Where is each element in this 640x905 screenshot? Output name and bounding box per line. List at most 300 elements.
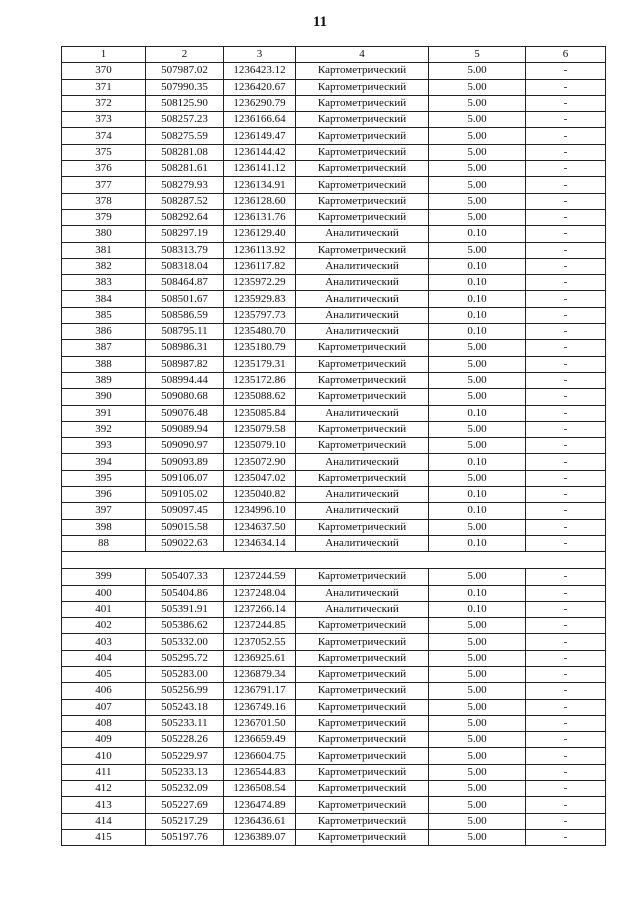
point-number-cell: 380: [62, 226, 146, 242]
note-cell: -: [526, 732, 606, 748]
y-coordinate-cell: 1237052.55: [224, 634, 296, 650]
x-coordinate-cell: 505283.00: [146, 666, 224, 682]
note-cell: -: [526, 307, 606, 323]
method-cell: Картометрический: [296, 781, 429, 797]
method-cell: Картометрический: [296, 748, 429, 764]
table-row: [62, 487, 606, 503]
y-coordinate-cell: 1235172.86: [224, 372, 296, 388]
method-cell: Аналитический: [296, 503, 429, 519]
note-cell: -: [526, 569, 606, 585]
point-number-cell: 376: [62, 161, 146, 177]
accuracy-cell: 5.00: [429, 666, 526, 682]
accuracy-cell: 0.10: [429, 258, 526, 274]
note-cell: -: [526, 372, 606, 388]
note-cell: -: [526, 144, 606, 160]
point-number-cell: 386: [62, 324, 146, 340]
accuracy-cell: 5.00: [429, 683, 526, 699]
method-cell: Картометрический: [296, 666, 429, 682]
x-coordinate-cell: 508125.90: [146, 95, 224, 111]
point-number-cell: 381: [62, 242, 146, 258]
point-number-cell: 378: [62, 193, 146, 209]
point-number-cell: 379: [62, 209, 146, 225]
table-row: [62, 389, 606, 405]
note-cell: -: [526, 764, 606, 780]
table-row: [62, 601, 606, 617]
note-cell: -: [526, 683, 606, 699]
note-cell: -: [526, 781, 606, 797]
table-row: [62, 405, 606, 421]
y-coordinate-cell: 1235047.02: [224, 470, 296, 486]
x-coordinate-cell: 508292.64: [146, 209, 224, 225]
y-coordinate-cell: 1235179.31: [224, 356, 296, 372]
accuracy-cell: 5.00: [429, 699, 526, 715]
accuracy-cell: 5.00: [429, 618, 526, 634]
point-number-cell: 403: [62, 634, 146, 650]
y-coordinate-cell: 1235972.29: [224, 275, 296, 291]
method-cell: Картометрический: [296, 177, 429, 193]
table-row: [62, 732, 606, 748]
method-cell: Картометрический: [296, 209, 429, 225]
x-coordinate-cell: 508297.19: [146, 226, 224, 242]
method-cell: Картометрический: [296, 95, 429, 111]
table-row: [62, 454, 606, 470]
x-coordinate-cell: 509076.48: [146, 405, 224, 421]
method-cell: Картометрический: [296, 242, 429, 258]
point-number-cell: 408: [62, 715, 146, 731]
y-coordinate-cell: 1235180.79: [224, 340, 296, 356]
table-row: [62, 470, 606, 486]
y-coordinate-cell: 1236604.75: [224, 748, 296, 764]
accuracy-cell: 0.10: [429, 601, 526, 617]
accuracy-cell: 0.10: [429, 585, 526, 601]
method-cell: Аналитический: [296, 601, 429, 617]
y-coordinate-cell: 1236290.79: [224, 95, 296, 111]
table-row: [62, 177, 606, 193]
accuracy-cell: 0.10: [429, 226, 526, 242]
y-coordinate-cell: 1235040.82: [224, 487, 296, 503]
point-number-cell: 384: [62, 291, 146, 307]
accuracy-cell: 0.10: [429, 275, 526, 291]
accuracy-cell: 5.00: [429, 144, 526, 160]
method-cell: Аналитический: [296, 324, 429, 340]
accuracy-cell: 5.00: [429, 193, 526, 209]
note-cell: -: [526, 699, 606, 715]
x-coordinate-cell: 509022.63: [146, 535, 224, 551]
column-header: 6: [526, 47, 606, 63]
note-cell: -: [526, 421, 606, 437]
y-coordinate-cell: 1236701.50: [224, 715, 296, 731]
accuracy-cell: 0.10: [429, 405, 526, 421]
table-row: [62, 683, 606, 699]
method-cell: Картометрический: [296, 79, 429, 95]
note-cell: -: [526, 79, 606, 95]
note-cell: -: [526, 112, 606, 128]
x-coordinate-cell: 508275.59: [146, 128, 224, 144]
method-cell: Аналитический: [296, 307, 429, 323]
y-coordinate-cell: 1236389.07: [224, 829, 296, 845]
point-number-cell: 409: [62, 732, 146, 748]
point-number-cell: 382: [62, 258, 146, 274]
method-cell: Картометрический: [296, 683, 429, 699]
method-cell: Картометрический: [296, 193, 429, 209]
accuracy-cell: 5.00: [429, 79, 526, 95]
y-coordinate-cell: 1235085.84: [224, 405, 296, 421]
method-cell: Картометрический: [296, 699, 429, 715]
point-number-cell: 391: [62, 405, 146, 421]
x-coordinate-cell: 508318.04: [146, 258, 224, 274]
y-coordinate-cell: 1236749.16: [224, 699, 296, 715]
x-coordinate-cell: 509089.94: [146, 421, 224, 437]
accuracy-cell: 0.10: [429, 503, 526, 519]
x-coordinate-cell: 508313.79: [146, 242, 224, 258]
point-number-cell: 388: [62, 356, 146, 372]
accuracy-cell: 5.00: [429, 569, 526, 585]
table-header-row: [62, 47, 606, 63]
note-cell: -: [526, 634, 606, 650]
note-cell: -: [526, 95, 606, 111]
point-number-cell: 383: [62, 275, 146, 291]
y-coordinate-cell: 1236436.61: [224, 813, 296, 829]
x-coordinate-cell: 508257.23: [146, 112, 224, 128]
note-cell: -: [526, 650, 606, 666]
table-row: [62, 356, 606, 372]
x-coordinate-cell: 508987.82: [146, 356, 224, 372]
x-coordinate-cell: 505386.62: [146, 618, 224, 634]
point-number-cell: 400: [62, 585, 146, 601]
accuracy-cell: 5.00: [429, 634, 526, 650]
y-coordinate-cell: 1236141.12: [224, 161, 296, 177]
x-coordinate-cell: 505391.91: [146, 601, 224, 617]
method-cell: Картометрический: [296, 144, 429, 160]
table-body: [62, 63, 606, 846]
note-cell: -: [526, 258, 606, 274]
note-cell: -: [526, 487, 606, 503]
table-row: [62, 324, 606, 340]
method-cell: Картометрический: [296, 829, 429, 845]
note-cell: -: [526, 63, 606, 79]
accuracy-cell: 5.00: [429, 63, 526, 79]
method-cell: Картометрический: [296, 618, 429, 634]
point-number-cell: 387: [62, 340, 146, 356]
point-number-cell: 377: [62, 177, 146, 193]
x-coordinate-cell: 505404.86: [146, 585, 224, 601]
y-coordinate-cell: 1236879.34: [224, 666, 296, 682]
y-coordinate-cell: 1235480.70: [224, 324, 296, 340]
point-number-cell: 373: [62, 112, 146, 128]
point-number-cell: 370: [62, 63, 146, 79]
table-row: [62, 340, 606, 356]
accuracy-cell: 5.00: [429, 112, 526, 128]
accuracy-cell: 5.00: [429, 372, 526, 388]
accuracy-cell: 5.00: [429, 781, 526, 797]
method-cell: Картометрический: [296, 63, 429, 79]
table-row: [62, 95, 606, 111]
method-cell: Картометрический: [296, 569, 429, 585]
point-number-cell: 392: [62, 421, 146, 437]
note-cell: -: [526, 715, 606, 731]
column-header: 4: [296, 47, 429, 63]
note-cell: -: [526, 585, 606, 601]
note-cell: -: [526, 209, 606, 225]
table-row: [62, 128, 606, 144]
y-coordinate-cell: 1235079.10: [224, 438, 296, 454]
point-number-cell: 405: [62, 666, 146, 682]
accuracy-cell: 5.00: [429, 829, 526, 845]
accuracy-cell: 5.00: [429, 128, 526, 144]
table-row: [62, 275, 606, 291]
note-cell: -: [526, 193, 606, 209]
table-row: [62, 258, 606, 274]
accuracy-cell: 5.00: [429, 748, 526, 764]
point-number-cell: 397: [62, 503, 146, 519]
x-coordinate-cell: 508795.11: [146, 324, 224, 340]
table-row: [62, 161, 606, 177]
table-row: [62, 112, 606, 128]
accuracy-cell: 5.00: [429, 177, 526, 193]
point-number-cell: 411: [62, 764, 146, 780]
table-row: [62, 650, 606, 666]
accuracy-cell: 5.00: [429, 813, 526, 829]
method-cell: Картометрический: [296, 715, 429, 731]
x-coordinate-cell: 509093.89: [146, 454, 224, 470]
method-cell: Аналитический: [296, 454, 429, 470]
note-cell: -: [526, 438, 606, 454]
point-number-cell: 393: [62, 438, 146, 454]
method-cell: Аналитический: [296, 226, 429, 242]
accuracy-cell: 0.10: [429, 324, 526, 340]
y-coordinate-cell: 1236117.82: [224, 258, 296, 274]
table-row: [62, 634, 606, 650]
note-cell: -: [526, 356, 606, 372]
method-cell: Картометрический: [296, 340, 429, 356]
point-number-cell: 375: [62, 144, 146, 160]
table-row: [62, 291, 606, 307]
method-cell: Аналитический: [296, 291, 429, 307]
note-cell: -: [526, 226, 606, 242]
note-cell: -: [526, 242, 606, 258]
y-coordinate-cell: 1236423.12: [224, 63, 296, 79]
accuracy-cell: 5.00: [429, 389, 526, 405]
y-coordinate-cell: 1235797.73: [224, 307, 296, 323]
accuracy-cell: 5.00: [429, 715, 526, 731]
note-cell: -: [526, 324, 606, 340]
table-row: [62, 503, 606, 519]
x-coordinate-cell: 505232.09: [146, 781, 224, 797]
x-coordinate-cell: 505295.72: [146, 650, 224, 666]
method-cell: Аналитический: [296, 585, 429, 601]
note-cell: -: [526, 454, 606, 470]
accuracy-cell: 5.00: [429, 650, 526, 666]
note-cell: -: [526, 275, 606, 291]
point-number-cell: 385: [62, 307, 146, 323]
point-number-cell: 412: [62, 781, 146, 797]
x-coordinate-cell: 509015.58: [146, 519, 224, 535]
accuracy-cell: 5.00: [429, 519, 526, 535]
column-header: 3: [224, 47, 296, 63]
x-coordinate-cell: 509105.02: [146, 487, 224, 503]
note-cell: -: [526, 601, 606, 617]
point-number-cell: 410: [62, 748, 146, 764]
accuracy-cell: 5.00: [429, 732, 526, 748]
x-coordinate-cell: 509090.97: [146, 438, 224, 454]
method-cell: Картометрический: [296, 732, 429, 748]
table-row: [62, 209, 606, 225]
accuracy-cell: 5.00: [429, 242, 526, 258]
x-coordinate-cell: 505217.29: [146, 813, 224, 829]
accuracy-cell: 5.00: [429, 438, 526, 454]
table-row: [62, 569, 606, 585]
accuracy-cell: 5.00: [429, 356, 526, 372]
table-row: [62, 372, 606, 388]
method-cell: Аналитический: [296, 487, 429, 503]
point-number-cell: 372: [62, 95, 146, 111]
x-coordinate-cell: 508279.93: [146, 177, 224, 193]
accuracy-cell: 5.00: [429, 95, 526, 111]
note-cell: -: [526, 405, 606, 421]
point-number-cell: 402: [62, 618, 146, 634]
table-row: [62, 764, 606, 780]
note-cell: -: [526, 618, 606, 634]
y-coordinate-cell: 1236131.76: [224, 209, 296, 225]
accuracy-cell: 0.10: [429, 487, 526, 503]
table-row: [62, 781, 606, 797]
accuracy-cell: 5.00: [429, 209, 526, 225]
x-coordinate-cell: 508287.52: [146, 193, 224, 209]
x-coordinate-cell: 505197.76: [146, 829, 224, 845]
note-cell: -: [526, 128, 606, 144]
x-coordinate-cell: 509080.68: [146, 389, 224, 405]
column-header: 2: [146, 47, 224, 63]
table-row: [62, 829, 606, 845]
x-coordinate-cell: 508281.08: [146, 144, 224, 160]
y-coordinate-cell: 1234634.14: [224, 535, 296, 551]
table-row: [62, 618, 606, 634]
x-coordinate-cell: 505332.00: [146, 634, 224, 650]
method-cell: Картометрический: [296, 128, 429, 144]
x-coordinate-cell: 508464.87: [146, 275, 224, 291]
table-row: [62, 421, 606, 437]
table-row: [62, 813, 606, 829]
x-coordinate-cell: 505229.97: [146, 748, 224, 764]
method-cell: Картометрический: [296, 470, 429, 486]
y-coordinate-cell: 1236791.17: [224, 683, 296, 699]
blank-separator-cell: [62, 552, 606, 569]
method-cell: Картометрический: [296, 389, 429, 405]
point-number-cell: 401: [62, 601, 146, 617]
note-cell: -: [526, 389, 606, 405]
method-cell: Картометрический: [296, 438, 429, 454]
y-coordinate-cell: 1236659.49: [224, 732, 296, 748]
table-row: [62, 585, 606, 601]
y-coordinate-cell: 1237266.14: [224, 601, 296, 617]
blank-separator-row: [62, 552, 606, 569]
y-coordinate-cell: 1236474.89: [224, 797, 296, 813]
note-cell: -: [526, 340, 606, 356]
x-coordinate-cell: 505228.26: [146, 732, 224, 748]
method-cell: Аналитический: [296, 258, 429, 274]
method-cell: Картометрический: [296, 813, 429, 829]
method-cell: Картометрический: [296, 764, 429, 780]
point-number-cell: 415: [62, 829, 146, 845]
point-number-cell: 406: [62, 683, 146, 699]
x-coordinate-cell: 508994.44: [146, 372, 224, 388]
table-row: [62, 79, 606, 95]
y-coordinate-cell: 1236925.61: [224, 650, 296, 666]
y-coordinate-cell: 1237244.85: [224, 618, 296, 634]
table-row: [62, 226, 606, 242]
x-coordinate-cell: 505256.99: [146, 683, 224, 699]
y-coordinate-cell: 1236134.91: [224, 177, 296, 193]
point-number-cell: 407: [62, 699, 146, 715]
note-cell: -: [526, 813, 606, 829]
y-coordinate-cell: 1236149.47: [224, 128, 296, 144]
y-coordinate-cell: 1236129.40: [224, 226, 296, 242]
page-number: 11: [312, 14, 328, 30]
x-coordinate-cell: 505227.69: [146, 797, 224, 813]
table-row: [62, 193, 606, 209]
method-cell: Картометрический: [296, 421, 429, 437]
x-coordinate-cell: 505243.18: [146, 699, 224, 715]
x-coordinate-cell: 505233.11: [146, 715, 224, 731]
y-coordinate-cell: 1235929.83: [224, 291, 296, 307]
table-row: [62, 307, 606, 323]
accuracy-cell: 5.00: [429, 161, 526, 177]
table-row: [62, 715, 606, 731]
method-cell: Аналитический: [296, 535, 429, 551]
y-coordinate-cell: 1237248.04: [224, 585, 296, 601]
y-coordinate-cell: 1235079.58: [224, 421, 296, 437]
x-coordinate-cell: 505407.33: [146, 569, 224, 585]
y-coordinate-cell: 1235088.62: [224, 389, 296, 405]
note-cell: -: [526, 797, 606, 813]
accuracy-cell: 0.10: [429, 535, 526, 551]
x-coordinate-cell: 505233.13: [146, 764, 224, 780]
point-number-cell: 395: [62, 470, 146, 486]
method-cell: Аналитический: [296, 275, 429, 291]
method-cell: Картометрический: [296, 519, 429, 535]
point-number-cell: 398: [62, 519, 146, 535]
table-row: [62, 666, 606, 682]
accuracy-cell: 5.00: [429, 340, 526, 356]
table-row: [62, 699, 606, 715]
table-row: [62, 519, 606, 535]
accuracy-cell: 0.10: [429, 307, 526, 323]
y-coordinate-cell: 1236113.92: [224, 242, 296, 258]
x-coordinate-cell: 508986.31: [146, 340, 224, 356]
method-cell: Картометрический: [296, 650, 429, 666]
point-number-cell: 374: [62, 128, 146, 144]
table-row: [62, 535, 606, 551]
column-header: 1: [62, 47, 146, 63]
y-coordinate-cell: 1236508.54: [224, 781, 296, 797]
method-cell: Картометрический: [296, 112, 429, 128]
y-coordinate-cell: 1236128.60: [224, 193, 296, 209]
table-row: [62, 797, 606, 813]
y-coordinate-cell: 1235072.90: [224, 454, 296, 470]
note-cell: -: [526, 161, 606, 177]
note-cell: -: [526, 519, 606, 535]
point-number-cell: 88: [62, 535, 146, 551]
x-coordinate-cell: 507990.35: [146, 79, 224, 95]
method-cell: Аналитический: [296, 405, 429, 421]
method-cell: Картометрический: [296, 161, 429, 177]
note-cell: -: [526, 535, 606, 551]
x-coordinate-cell: 508281.61: [146, 161, 224, 177]
y-coordinate-cell: 1236544.83: [224, 764, 296, 780]
note-cell: -: [526, 291, 606, 307]
point-number-cell: 390: [62, 389, 146, 405]
point-number-cell: 413: [62, 797, 146, 813]
